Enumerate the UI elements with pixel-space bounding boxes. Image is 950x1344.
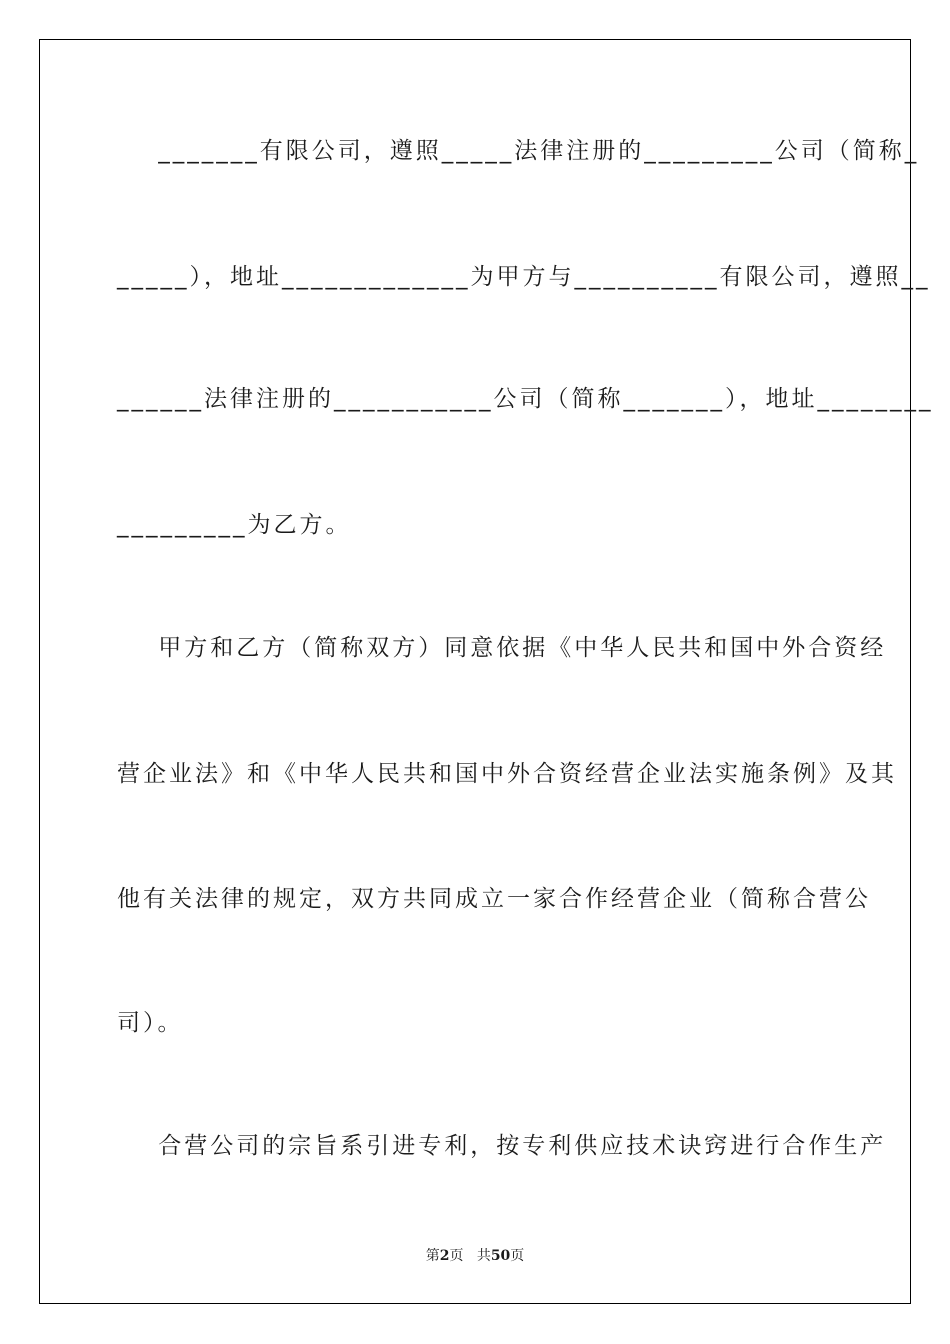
page-suffix: 页 bbox=[449, 1248, 464, 1264]
total-suffix: 页 bbox=[510, 1248, 525, 1264]
total-prefix: 共 bbox=[476, 1248, 491, 1264]
paragraph-3-line-1: 合营公司的宗旨系引进专利，按专利供应技术诀窍进行合作生产 bbox=[117, 1133, 887, 1159]
page-border bbox=[39, 39, 911, 1304]
text-line-2: _____），地址_____________为甲方与__________有限公司，遵照__ bbox=[117, 264, 931, 290]
text-line-1: _______有限公司，遵照_____法律注册的_________公司（简称_ bbox=[117, 138, 920, 164]
total-pages: 50 bbox=[490, 1248, 511, 1264]
paragraph-2-line-1: 甲方和乙方（简称双方）同意依据《中华人民共和国中外合资经 bbox=[117, 635, 887, 661]
paragraph-2-line-4: 司）。 bbox=[117, 1010, 184, 1036]
page-number: 2 bbox=[439, 1248, 450, 1264]
page-footer bbox=[0, 1246, 950, 1266]
paragraph-2-line-3: 他有关法律的规定，双方共同成立一家合作经营企业（简称合营公 bbox=[117, 886, 871, 912]
paragraph-2-line-2: 营企业法》和《中华人民共和国中外合资经营企业法实施条例》及其 bbox=[117, 761, 897, 787]
text-line-3: ______法律注册的___________公司（简称_______），地址________ bbox=[117, 386, 934, 412]
text-line-4: _________为乙方。 bbox=[117, 512, 352, 538]
page-prefix: 第 bbox=[425, 1248, 440, 1264]
